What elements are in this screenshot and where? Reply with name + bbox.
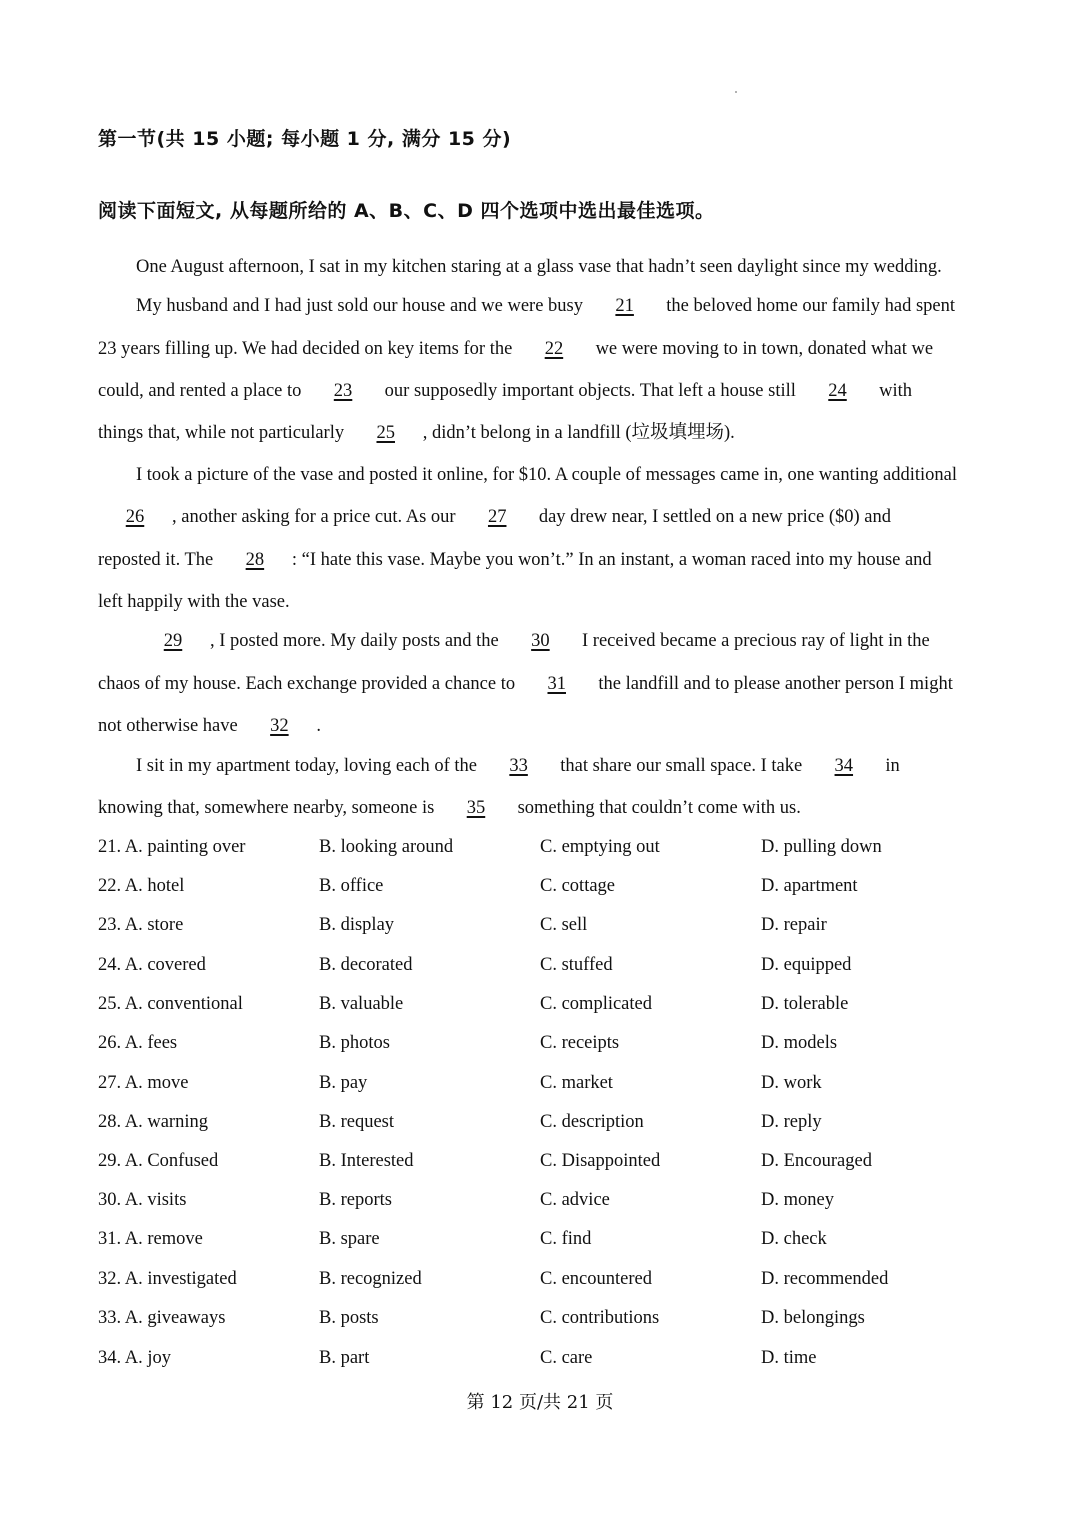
option-row-33 [98,1309,988,1331]
option-b: B. spare [319,1229,380,1249]
passage-line-2 [136,297,1026,316]
option-d: D. repair [761,915,827,935]
option-d: D. reply [761,1112,822,1132]
option-c: C. find [540,1229,592,1249]
option-a: 25. A. conventional [98,994,243,1014]
section-title: 第一节(共 15 小题; 每小题 1 分, 满分 15 分) [98,128,512,150]
option-a: 27. A. move [98,1073,189,1093]
option-b: B. pay [319,1073,368,1093]
blank-28: 28 [245,550,265,570]
blank-27: 27 [487,507,507,527]
passage-text: day drew near, I settled on a new price ($0) and [534,507,891,527]
option-d: D. equipped [761,955,852,975]
passage-text: left happily with the vase. [98,592,290,612]
passage-line-11 [98,675,988,694]
passage-text: could, and rented a place to [98,381,307,401]
option-b: B. valuable [319,994,404,1014]
option-row-27 [98,1074,988,1096]
option-c: C. Disappointed [540,1151,661,1171]
option-c: C. description [540,1112,644,1132]
option-b: B. office [319,876,384,896]
option-d: D. pulling down [761,837,882,857]
option-a: 30. A. visits [98,1190,187,1210]
instruction: 阅读下面短文, 从每题所给的 A、B、C、D 四个选项中选出最佳选项。 [98,200,715,222]
scan-speck [735,91,737,93]
passage-line-5 [98,424,988,443]
passage-text: I took a picture of the vase and posted it online, for $10. A couple of messages came in, one wanting additional [136,465,957,485]
passage-line-6 [136,466,1026,485]
option-d: D. time [761,1348,817,1368]
passage-line-14 [98,799,988,818]
option-row-28 [98,1113,988,1135]
blank-35: 35 [466,798,486,818]
option-a: 28. A. warning [98,1112,208,1132]
option-d: D. check [761,1229,827,1249]
passage-text: , I posted more. My daily posts and the [210,631,504,651]
option-d: D. work [761,1073,822,1093]
passage-text: in [880,756,900,776]
option-c: C. contributions [540,1308,660,1328]
passage-text: not otherwise have [98,716,243,736]
option-d: D. belongings [761,1308,865,1328]
blank-30: 30 [531,631,550,651]
option-a: 34. A. joy [98,1348,171,1368]
option-b: B. Interested [319,1151,414,1171]
passage-text: , another asking for a price cut. As our [172,507,461,527]
option-row-26 [98,1034,988,1056]
passage-text: : “I hate this vase. Maybe you won’t.” In an instant, a woman raced into my house and [291,550,932,570]
option-row-34 [98,1349,988,1371]
option-row-29 [98,1152,988,1174]
option-row-24 [98,956,988,978]
option-b: B. display [319,915,395,935]
option-c: C. encountered [540,1269,652,1289]
blank-26: 26 [125,507,145,527]
option-b: B. recognized [319,1269,422,1289]
option-c: C. care [540,1348,593,1368]
passage-text: with [874,381,913,401]
blank-25: 25 [376,423,395,443]
option-c: C. emptying out [540,837,660,857]
option-a: 32. A. investigated [98,1269,237,1289]
option-row-32 [98,1270,988,1292]
passage-text: things that, while not particularly [98,423,349,443]
option-c: C. receipts [540,1033,620,1053]
option-c: C. complicated [540,994,652,1014]
option-a: 33. A. giveaways [98,1308,226,1328]
option-b: B. part [319,1348,370,1368]
option-a: 29. A. Confused [98,1151,219,1171]
blank-34: 34 [834,756,854,776]
option-c: C. sell [540,915,588,935]
passage-text: reposted it. The [98,550,218,570]
passage-text: I received became a precious ray of light in the [577,631,930,651]
passage-text: I sit in my apartment today, loving each of the [136,756,482,776]
passage-line-10 [136,632,1026,651]
option-a: 21. A. painting over [98,837,246,857]
passage-text: . [316,716,321,736]
option-c: C. market [540,1073,613,1093]
option-a: 31. A. remove [98,1229,203,1249]
option-d: D. models [761,1033,838,1053]
passage-text: My husband and I had just sold our house and we were busy [136,296,588,316]
option-d: D. recommended [761,1269,889,1289]
option-d: D. money [761,1190,834,1210]
blank-22: 22 [544,339,564,359]
option-row-30 [98,1191,988,1213]
blank-21: 21 [615,296,634,316]
option-b: B. reports [319,1190,392,1210]
passage-text: chaos of my house. Each exchange provided a chance to [98,674,520,694]
passage-text: that share our small space. I take [555,756,807,776]
passage-line-9 [98,593,988,612]
option-b: B. posts [319,1308,379,1328]
passage-line-8 [98,551,988,570]
passage-line-13 [136,757,1026,776]
blank-29: 29 [163,631,183,651]
blank-31: 31 [547,674,566,694]
option-d: D. apartment [761,876,858,896]
option-row-25 [98,995,988,1017]
blank-23: 23 [333,381,353,401]
passage-text: the beloved home our family had spent [661,296,955,316]
option-a: 24. A. covered [98,955,206,975]
option-c: C. cottage [540,876,616,896]
option-a: 26. A. fees [98,1033,178,1053]
option-d: D. tolerable [761,994,849,1014]
passage-line-1 [136,258,1026,277]
option-b: B. looking around [319,837,454,857]
option-b: B. decorated [319,955,413,975]
passage-text: knowing that, somewhere nearby, someone is [98,798,439,818]
passage-text: our supposedly important objects. That left a house still [380,381,801,401]
passage-text: , didn’t belong in a landfill (垃圾填埋场). [422,423,735,443]
option-row-22 [98,877,988,899]
passage-line-4 [98,382,988,401]
option-row-23 [98,916,988,938]
blank-33: 33 [509,756,528,776]
page-number: 第 12 页/共 21 页 [466,1392,614,1413]
option-row-31 [98,1230,988,1252]
passage-text: One August afternoon, I sat in my kitchen staring at a glass vase that hadn’t seen daylight since my wedding. [136,257,942,277]
option-a: 23. A. store [98,915,184,935]
option-c: C. advice [540,1190,610,1210]
option-row-21 [98,838,988,860]
option-a: 22. A. hotel [98,876,185,896]
option-b: B. request [319,1112,395,1132]
passage-text: we were moving to in town, donated what we [590,339,934,359]
passage-text: the landfill and to please another person I might [593,674,953,694]
blank-32: 32 [270,716,289,736]
passage-line-7 [98,508,988,527]
option-b: B. photos [319,1033,390,1053]
option-d: D. Encouraged [761,1151,872,1171]
passage-line-3 [98,340,988,359]
option-c: C. stuffed [540,955,613,975]
blank-24: 24 [828,381,847,401]
passage-text: 23 years filling up. We had decided on key items for the [98,339,517,359]
passage-text: something that couldn’t come with us. [512,798,801,818]
passage-line-12 [98,717,988,736]
